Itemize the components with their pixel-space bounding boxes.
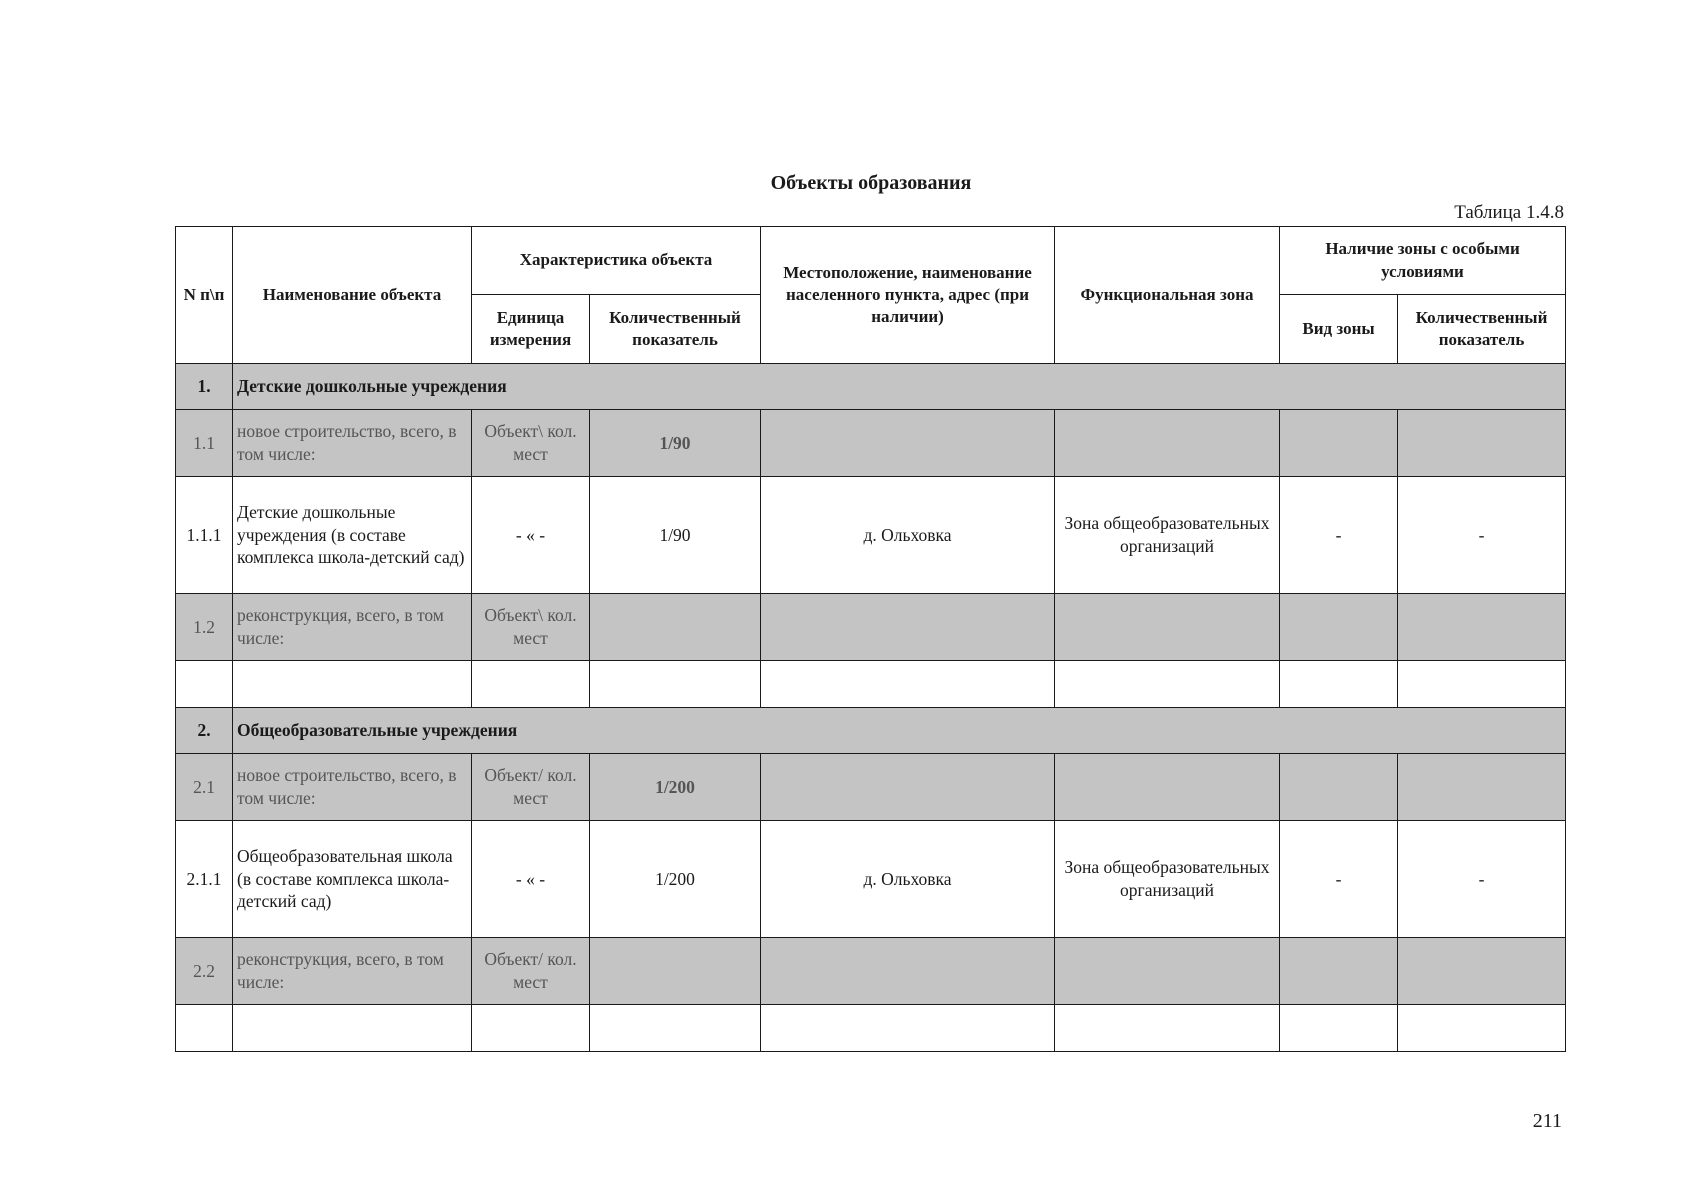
row-unit: Объект/ кол. мест	[472, 938, 590, 1005]
row-num: 2.2	[176, 938, 233, 1005]
header-name: Наименование объекта	[233, 227, 472, 364]
section-title: Детские дошкольные учреждения	[233, 364, 1566, 410]
table-header-row	[176, 227, 1566, 295]
row-unit: Объект\ кол. мест	[472, 410, 590, 477]
row-unit: - « -	[472, 821, 590, 938]
header-location: Местоположение, наименование населенного пункта, адрес (при наличии)	[761, 227, 1055, 364]
row-name: новое строительство, всего, в том числе:	[233, 410, 472, 477]
row-quantity: 1/200	[590, 821, 761, 938]
row-location	[761, 754, 1055, 821]
empty-cell	[1055, 1005, 1280, 1052]
empty-cell	[1055, 661, 1280, 708]
table-row	[176, 477, 1566, 594]
row-zone-type	[1280, 754, 1398, 821]
section-title: Общеобразовательные учреждения	[233, 708, 1566, 754]
row-name: реконструкция, всего, в том числе:	[233, 594, 472, 661]
row-zone	[1055, 754, 1280, 821]
table-row	[176, 754, 1566, 821]
section-num: 1.	[176, 364, 233, 410]
row-num: 2.1	[176, 754, 233, 821]
row-name: Общеобразовательная школа (в составе комплекса школа-детский сад)	[233, 821, 472, 938]
row-zone-type	[1280, 938, 1398, 1005]
section-row	[176, 708, 1566, 754]
empty-cell	[761, 1005, 1055, 1052]
empty-cell	[590, 661, 761, 708]
row-unit: - « -	[472, 477, 590, 594]
header-quantity: Количественный показатель	[590, 295, 761, 364]
table-row	[176, 821, 1566, 938]
row-location	[761, 594, 1055, 661]
row-zone-quantity	[1398, 938, 1566, 1005]
table-row	[176, 594, 1566, 661]
empty-cell	[1398, 661, 1566, 708]
header-num: N п\п	[176, 227, 233, 364]
row-num: 2.1.1	[176, 821, 233, 938]
row-location: д. Ольховка	[761, 477, 1055, 594]
row-unit: Объект\ кол. мест	[472, 594, 590, 661]
row-unit: Объект/ кол. мест	[472, 754, 590, 821]
row-zone: Зона общеобразовательных организаций	[1055, 821, 1280, 938]
row-zone-quantity	[1398, 410, 1566, 477]
row-name: реконструкция, всего, в том числе:	[233, 938, 472, 1005]
empty-cell	[233, 661, 472, 708]
row-zone: Зона общеобразовательных организаций	[1055, 477, 1280, 594]
row-zone-quantity: -	[1398, 477, 1566, 594]
table-row	[176, 410, 1566, 477]
section-row	[176, 364, 1566, 410]
empty-cell	[176, 1005, 233, 1052]
header-characteristic: Характеристика объекта	[472, 227, 761, 295]
empty-row	[176, 661, 1566, 708]
row-zone-quantity: -	[1398, 821, 1566, 938]
empty-cell	[472, 661, 590, 708]
header-zone-quantity: Количественный показатель	[1398, 295, 1566, 364]
table-caption: Таблица 1.4.8	[1454, 202, 1564, 223]
row-zone-type: -	[1280, 477, 1398, 594]
row-name: новое строительство, всего, в том числе:	[233, 754, 472, 821]
row-quantity: 1/200	[590, 754, 761, 821]
row-zone-type	[1280, 594, 1398, 661]
page-number: 211	[1532, 1110, 1562, 1132]
empty-row	[176, 1005, 1566, 1052]
education-objects-table	[175, 226, 1566, 1052]
header-special-zone: Наличие зоны с особыми условиями	[1280, 227, 1566, 295]
row-zone	[1055, 594, 1280, 661]
row-zone	[1055, 410, 1280, 477]
row-quantity: 1/90	[590, 410, 761, 477]
row-quantity	[590, 594, 761, 661]
empty-cell	[1280, 661, 1398, 708]
row-quantity: 1/90	[590, 477, 761, 594]
header-functional-zone: Функциональная зона	[1055, 227, 1280, 364]
empty-cell	[761, 661, 1055, 708]
row-location: д. Ольховка	[761, 821, 1055, 938]
row-num: 1.2	[176, 594, 233, 661]
row-zone-type	[1280, 410, 1398, 477]
header-unit: Единица измерения	[472, 295, 590, 364]
row-zone-quantity	[1398, 754, 1566, 821]
table-row	[176, 938, 1566, 1005]
header-zone-type: Вид зоны	[1280, 295, 1398, 364]
section-num: 2.	[176, 708, 233, 754]
empty-cell	[1280, 1005, 1398, 1052]
row-location	[761, 938, 1055, 1005]
empty-cell	[233, 1005, 472, 1052]
row-zone-type: -	[1280, 821, 1398, 938]
row-zone-quantity	[1398, 594, 1566, 661]
row-quantity	[590, 938, 761, 1005]
row-zone	[1055, 938, 1280, 1005]
row-name: Детские дошкольные учреждения (в составе комплекса школа-детский сад)	[233, 477, 472, 594]
empty-cell	[176, 661, 233, 708]
empty-cell	[472, 1005, 590, 1052]
empty-cell	[1398, 1005, 1566, 1052]
row-num: 1.1.1	[176, 477, 233, 594]
row-num: 1.1	[176, 410, 233, 477]
row-location	[761, 410, 1055, 477]
empty-cell	[590, 1005, 761, 1052]
document-title: Объекты образования	[770, 172, 972, 194]
